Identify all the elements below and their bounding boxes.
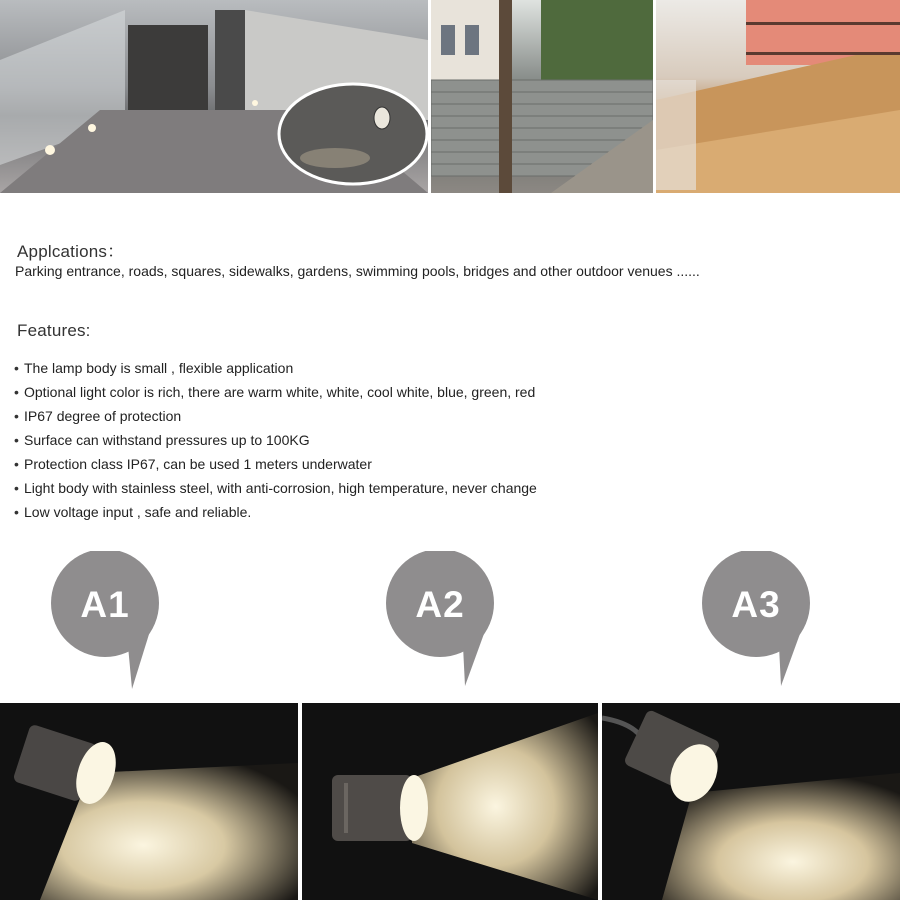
model-badge-a2 [385, 551, 545, 691]
stairs-scene [431, 0, 653, 193]
feature-item [14, 380, 537, 404]
photo-walkway-entrance [0, 0, 428, 193]
bullet-icon: • [14, 432, 19, 448]
lamp-photo-a2 [302, 703, 598, 900]
features-list [14, 356, 537, 524]
lamp-beam-scene [0, 703, 298, 900]
feature-item [14, 404, 537, 428]
model-label: A3 [731, 584, 781, 625]
bullet-icon: • [14, 504, 19, 520]
bullet-icon: • [14, 456, 19, 472]
lamp-beam-scene [302, 703, 598, 900]
model-badge-a3 [701, 551, 861, 691]
lamp-photo-a3 [602, 703, 900, 900]
bullet-icon: • [14, 360, 19, 376]
photo-bar-counter [656, 0, 900, 193]
model-badge-a1 [50, 551, 210, 691]
bullet-icon: • [14, 384, 19, 400]
model-label: A1 [80, 584, 130, 625]
feature-text: Protection class IP67, can be used 1 meters underwater [24, 456, 372, 472]
feature-item [14, 356, 537, 380]
applications-heading: Applcations： [17, 242, 125, 261]
feature-text: Low voltage input , safe and reliable. [24, 504, 252, 520]
feature-item [14, 428, 537, 452]
walkway-scene [0, 0, 428, 193]
model-label: A2 [415, 584, 465, 625]
features-heading: Features: [17, 321, 91, 340]
feature-text: Surface can withstand pressures up to 100KG [24, 432, 310, 448]
feature-text: The lamp body is small , flexible application [24, 360, 294, 376]
bar-scene [656, 0, 900, 193]
applications-text: Parking entrance, roads, squares, sidewalks, gardens, swimming pools, bridges and other outdoor venues ...... [15, 263, 700, 279]
bullet-icon: • [14, 408, 19, 424]
feature-text: Optional light color is rich, there are warm white, white, cool white, blue, green, red [24, 384, 536, 400]
feature-item [14, 500, 537, 524]
lamp-photo-a1 [0, 703, 298, 900]
feature-text: Light body with stainless steel, with anti-corrosion, high temperature, never change [24, 480, 537, 496]
feature-item [14, 476, 537, 500]
lamp-beam-scene [602, 703, 900, 900]
feature-item [14, 452, 537, 476]
feature-text: IP67 degree of protection [24, 408, 182, 424]
photo-garden-stairs [431, 0, 653, 193]
bullet-icon: • [14, 480, 19, 496]
